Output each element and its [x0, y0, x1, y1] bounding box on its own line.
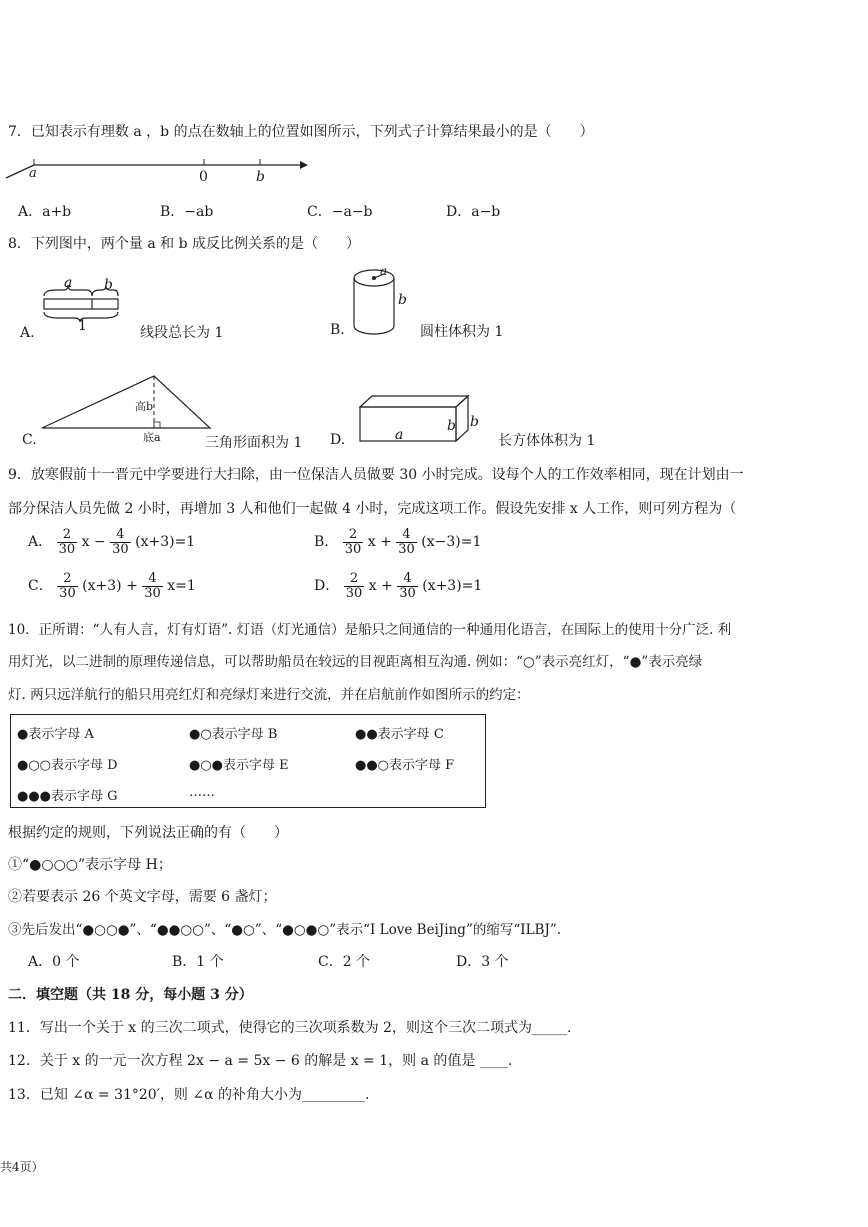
code-g: ●●●表示字母 G [17, 789, 118, 804]
code-b: ●○表示字母 B [189, 727, 278, 742]
q9b-mid: x + [367, 534, 392, 551]
code-ellipsis: …… [189, 785, 215, 800]
q8b-label-b: b [398, 292, 407, 308]
q9d-tail: (x+3)=1 [422, 578, 483, 595]
q9-line2: 部分保洁人员先做 2 小时，再增加 3 人和他们一起做 4 小时，完成这项工作。假设先安排 x 人工作，则可列方程为（ [8, 501, 737, 517]
q9c-mid: (x+3) + [82, 578, 138, 595]
q9-option-b[interactable] [314, 528, 481, 556]
q9a-frac1: $\frac{2}{30}$ [58, 527, 76, 557]
q10-option-a[interactable]: A．0 个 [28, 954, 80, 970]
q8a-label-a: a [64, 275, 73, 291]
q9-line1: 9．放寒假前十一晋元中学要进行大扫除，由一位保洁人员做要 30 小时完成。设每个人的工作效率相同，现在计划由一 [8, 467, 744, 483]
q8c-triangle-figure [40, 372, 220, 432]
q10-option-b[interactable]: B．1 个 [172, 954, 224, 970]
q8d-label-a: a [395, 427, 404, 443]
q9c-tail: x=1 [167, 578, 196, 595]
axis-label-b: b [256, 169, 265, 185]
axis-label-0: 0 [199, 169, 208, 185]
q9a-letter: A． [28, 534, 53, 551]
q9c-frac1: $\frac{2}{30}$ [59, 571, 76, 601]
q10-option-d[interactable]: D．3 个 [456, 954, 509, 970]
q8d-label-b2: b [470, 414, 479, 430]
q8a-label-b: b [104, 277, 113, 293]
q10-question: 根据约定的规则，下列说法正确的有（ ） [8, 825, 288, 841]
q9-option-d[interactable] [314, 572, 482, 600]
q9-option-a[interactable] [28, 528, 195, 556]
q7-option-a[interactable]: A．a+b [18, 204, 72, 220]
q10-line1: 10．正所谓：“人有人言，灯有灯语”. 灯语（灯光通信）是船只之间通信的一种通用化语言，在国际上的使用十分广泛. 利 [8, 622, 732, 638]
q10-statement-1: ①“●○○○”表示字母 H； [8, 857, 172, 873]
q8c-label-height: 高b [135, 400, 154, 413]
q9a-tail: (x+3)=1 [135, 534, 196, 551]
q10-statement-2: ②若要表示 26 个英文字母，需要 6 盏灯； [8, 889, 277, 905]
q8d-label-b1: b [447, 418, 456, 434]
q11: 11．写出一个关于 x 的三次二项式，使得它的三次项系数为 2，则这个三次二项式为_____. [8, 1020, 572, 1036]
q9a-mid: x − [81, 534, 106, 551]
q9d-letter: D． [314, 578, 340, 595]
q9a-frac2: $\frac{4}{30}$ [112, 527, 129, 557]
q7-number-line [4, 156, 314, 196]
q9c-frac2: $\frac{4}{30}$ [144, 571, 161, 601]
q8d-letter[interactable]: D. [330, 432, 346, 448]
q8b-caption: 圆柱体积为 1 [420, 324, 504, 340]
q8c-caption: 三角形面积为 1 [205, 435, 303, 451]
light-code-table [10, 714, 486, 808]
q8a-caption: 线段总长为 1 [140, 325, 224, 341]
q8-stem: 8．下列图中，两个量 a 和 b 成反比例关系的是（ ） [8, 236, 361, 252]
q9b-frac2: $\frac{4}{30}$ [398, 527, 415, 557]
q10-line3: 灯. 两只远洋航行的船只用亮红灯和亮绿灯来进行交流，并在启航前作如图所示的约定： [8, 687, 530, 703]
q7-option-d[interactable]: D．a−b [446, 204, 501, 220]
q8b-label-a: a [380, 264, 388, 278]
code-a: ●表示字母 A [17, 727, 94, 742]
q8b-letter[interactable]: B. [330, 322, 345, 338]
q8d-caption: 长方体体积为 1 [498, 433, 596, 449]
code-e: ●○●表示字母 E [189, 758, 289, 773]
q9b-letter: B． [314, 534, 339, 551]
q10-line2: 用灯光，以二进制的原理传递信息，可以帮助船员在较远的目视距离相互沟通. 例如：“○”表示亮红灯，“●”表示亮绿 [8, 654, 703, 670]
q10-option-c[interactable]: C．2 个 [318, 954, 371, 970]
q8c-label-base: 底a [143, 431, 161, 444]
q8c-letter[interactable]: C. [22, 432, 37, 448]
code-f: ●●○表示字母 F [355, 758, 455, 773]
q7-option-c[interactable]: C．−a−b [307, 204, 373, 220]
q9c-letter: C． [28, 578, 53, 595]
q9d-frac2: $\frac{4}{30}$ [399, 571, 416, 601]
q10-statement-3: ③先后发出“●○○●”、“●●○○”、“●○”、“●○●○”表示“I Love BeiJing”的缩写“ILBJ”. [8, 922, 562, 938]
q9-option-c[interactable] [28, 572, 196, 600]
q13: 13．已知 ∠α = 31°20′，则 ∠α 的补角大小为_________. [8, 1087, 370, 1103]
page-footer: 共4页） [0, 1160, 44, 1174]
code-d: ●○○表示字母 D [17, 758, 118, 773]
q7-option-b[interactable]: B．−ab [160, 204, 214, 220]
q8a-label-1: 1 [78, 318, 87, 334]
q9d-frac1: $\frac{2}{30}$ [345, 571, 363, 601]
q7-stem: 7．已知表示有理数 a ，b 的点在数轴上的位置如图所示，下列式子计算结果最小的是（ ） [8, 124, 594, 140]
q9b-frac1: $\frac{2}{30}$ [344, 527, 362, 557]
q12: 12．关于 x 的一元一次方程 2x − a = 5x − 6 的解是 x = 1，则 a 的值是 ____. [8, 1053, 513, 1069]
section-2-title: 二．填空题（共 18 分，每小题 3 分） [8, 987, 253, 1003]
q9d-mid: x + [368, 578, 393, 595]
axis-label-a: a [29, 166, 37, 181]
code-c: ●●表示字母 C [355, 727, 444, 742]
q8a-letter[interactable]: A. [20, 325, 35, 341]
q8d-cuboid-figure [356, 393, 476, 445]
q9b-tail: (x−3)=1 [421, 534, 482, 551]
